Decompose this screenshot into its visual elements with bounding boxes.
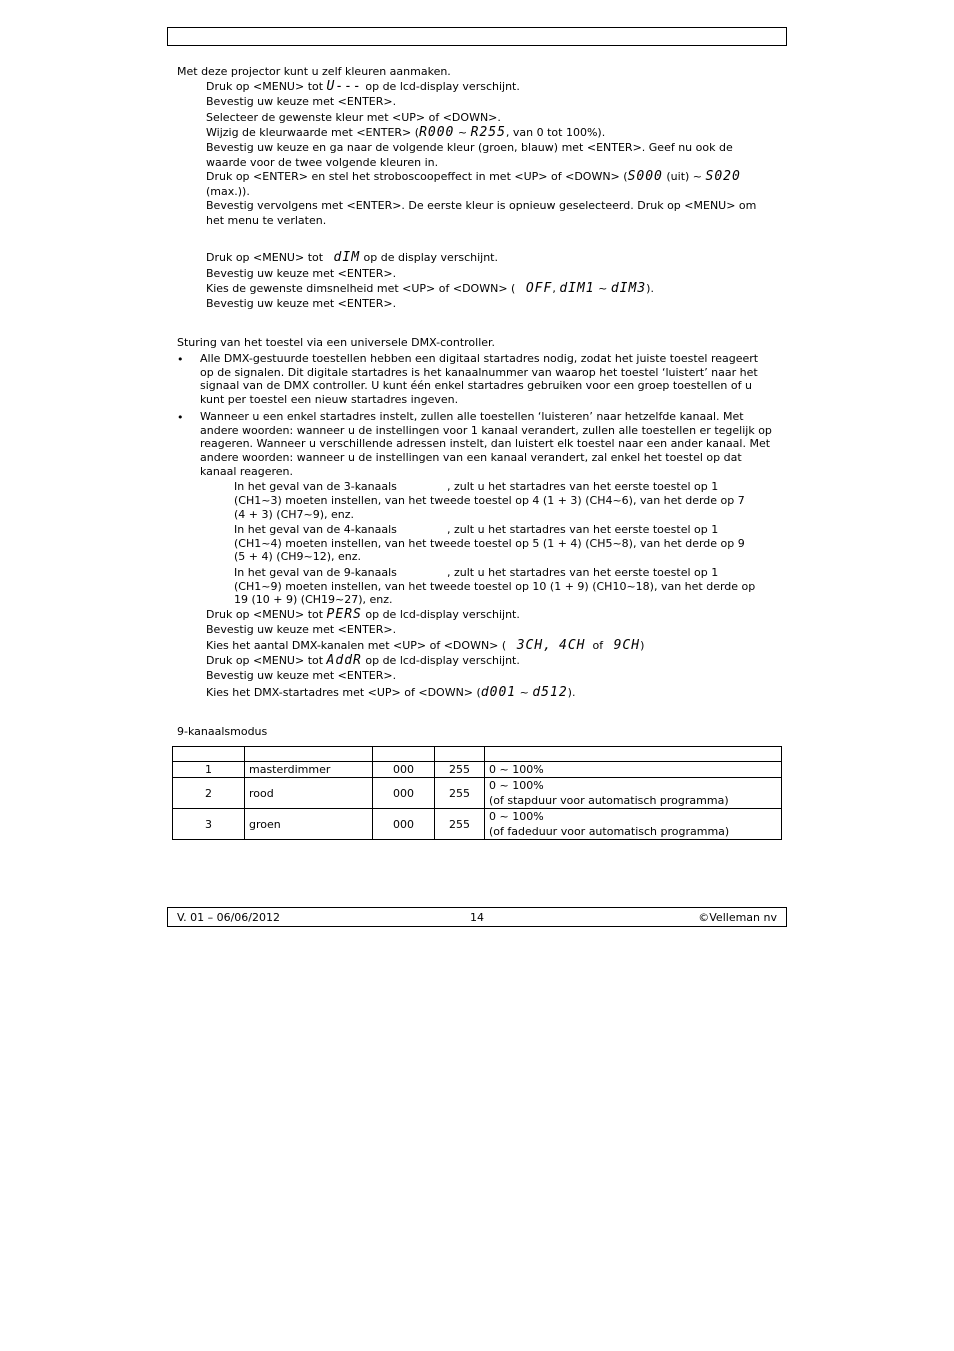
text: of — [592, 639, 604, 652]
dmx-4ch-b: , zult u het startadres van het eerste toestel op 1 — [447, 523, 719, 536]
footer — [167, 907, 787, 927]
bullet-dot: • — [177, 411, 184, 424]
channel-max: 255 — [435, 762, 485, 778]
text: Wijzig de kleurwaarde met <ENTER> ( — [206, 126, 420, 139]
table-title: 9-kanaalsmodus — [177, 725, 268, 738]
text: (uit) ~ — [666, 170, 703, 183]
color-step-3: Selecteer de gewenste kleur met <UP> of <DOWN>. — [206, 111, 501, 124]
text: Kies het DMX-startadres met <UP> of <DOWN> ( — [206, 686, 481, 699]
header-cell — [245, 747, 373, 762]
color-step-7: Bevestig vervolgens met <ENTER>. De eerste kleur is opnieuw geselecteerd. Druk op <MENU> om het menu te verlaten. — [206, 199, 757, 227]
color-step-2: Bevestig uw keuze met <ENTER>. — [206, 95, 397, 108]
text: , — [552, 282, 556, 295]
channel-number: 2 — [173, 778, 245, 809]
lcd-s000: S000 — [627, 169, 663, 184]
lcd-d512: d512 — [532, 685, 568, 700]
desc-line: 0 ~ 100% — [489, 810, 544, 823]
table-header-row — [173, 747, 782, 762]
desc-line: 0 ~ 100% — [489, 763, 544, 776]
text: Druk op <MENU> tot — [206, 80, 324, 93]
color-step-6 — [206, 169, 741, 184]
lcd-s020: S020 — [705, 169, 741, 184]
text: op de lcd-display verschijnt. — [365, 608, 520, 621]
color-step-1 — [206, 79, 520, 94]
channel-max: 255 — [435, 778, 485, 809]
text: , van 0 tot 100%). — [505, 126, 606, 139]
channel-min: 000 — [373, 762, 435, 778]
dmx-4ch-c: (CH1~4) moeten instellen, van het tweede toestel op 5 (1 + 4) (CH5~8), van het derde op 9 — [234, 537, 745, 550]
channel-name: rood — [245, 778, 373, 809]
text: Druk op <MENU> tot — [206, 608, 324, 621]
table-row — [173, 762, 782, 778]
header-cell — [485, 747, 782, 762]
text: Druk op <MENU> tot — [206, 654, 324, 667]
text: ~ — [598, 282, 608, 295]
dmx-9ch-a: In het geval van de 9-kanaals — [234, 566, 397, 579]
text: op de lcd-display verschijnt. — [365, 80, 520, 93]
lcd-r000: R000 — [419, 125, 455, 140]
lcd-u: U--- — [326, 79, 362, 94]
text: Druk op <MENU> tot — [206, 251, 324, 264]
color-step-5: Bevestig uw keuze en ga naar de volgende kleur (groen, blauw) met <ENTER>. Geef nu ook de waarde voor de twee volgende kleuren in. — [206, 141, 733, 169]
channel-min: 000 — [373, 778, 435, 809]
header-cell — [435, 747, 485, 762]
desc-line: (of fadeduur voor automatisch programma) — [489, 825, 730, 838]
channel-table — [172, 746, 782, 840]
dmx-3ch-b: , zult u het startadres van het eerste toestel op 1 — [447, 480, 719, 493]
lcd-3ch: 3CH, — [516, 638, 552, 653]
menu-step-4 — [206, 653, 520, 668]
channel-number: 3 — [173, 809, 245, 840]
text: ). — [567, 686, 576, 699]
channel-desc — [485, 809, 782, 840]
header-box — [167, 27, 787, 46]
lcd-pers: PERS — [326, 607, 362, 622]
channel-desc — [485, 778, 782, 809]
text: op de display verschijnt. — [363, 251, 498, 264]
lcd-r255: R255 — [470, 125, 506, 140]
text: ~ — [519, 686, 529, 699]
table-row — [173, 778, 782, 809]
dim-step-1 — [206, 250, 498, 265]
dmx-9ch-c: (CH1~9) moeten instellen, van het tweede toestel op 10 (1 + 9) (CH10~18), van het derde op — [234, 580, 756, 593]
footer-page-number: 14 — [470, 911, 484, 924]
dmx-bullet-2: Wanneer u een enkel startadres instelt, zullen alle toestellen ‘luisteren’ naar hetzelfde kanaal. Met andere woorden: wanneer u de instellingen voor 1 kanaal verandert, zullen alle toestellen er tegelijk op reageren. Wanneer u verschillende adressen instelt, dan luistert elk toestel naar een ander kanaal. Met andere woorden: wanneer u de instellingen van een kanaal verandert, zal enkel het toestel op dat kanaal reageren. — [200, 410, 772, 478]
menu-step-2: Bevestig uw keuze met <ENTER>. — [206, 623, 397, 636]
color-step-6b: (max.)). — [206, 185, 250, 198]
dim-step-3 — [206, 281, 654, 296]
channel-number: 1 — [173, 762, 245, 778]
text: ~ — [457, 126, 468, 139]
lcd-addr: AddR — [326, 653, 362, 668]
channel-min: 000 — [373, 809, 435, 840]
lcd-dim3: dIM3 — [610, 281, 647, 296]
lcd-d001: d001 — [480, 685, 517, 700]
text: ). — [646, 282, 654, 295]
text: Kies het aantal DMX-kanalen met <UP> of <DOWN> ( — [206, 639, 507, 652]
intro-text: Met deze projector kunt u zelf kleuren aanmaken. — [177, 65, 451, 78]
dmx-4ch-a: In het geval van de 4-kanaals — [234, 523, 397, 536]
header-cell — [373, 747, 435, 762]
lcd-dim1: dIM1 — [559, 281, 595, 296]
channel-name: masterdimmer — [245, 762, 373, 778]
lcd-4ch: 4CH — [559, 638, 586, 653]
menu-step-5: Bevestig uw keuze met <ENTER>. — [206, 669, 397, 682]
channel-desc — [485, 762, 782, 778]
dmx-3ch-a: In het geval van de 3-kanaals — [234, 480, 397, 493]
footer-version: V. 01 – 06/06/2012 — [177, 911, 280, 924]
color-step-4 — [206, 125, 605, 140]
text: Druk op <ENTER> en stel het stroboscoopeffect in met <UP> of <DOWN> ( — [206, 170, 628, 183]
menu-step-6 — [206, 685, 575, 700]
dmx-9ch-b: , zult u het startadres van het eerste toestel op 1 — [447, 566, 719, 579]
channel-name: groen — [245, 809, 373, 840]
lcd-9ch: 9CH — [613, 638, 641, 653]
dmx-3ch-d: (4 + 3) (CH7~9), enz. — [234, 508, 355, 521]
channel-max: 255 — [435, 809, 485, 840]
menu-step-3 — [206, 638, 644, 653]
table-row — [173, 809, 782, 840]
text: ) — [640, 639, 645, 652]
dmx-intro: Sturing van het toestel via een universele DMX-controller. — [177, 336, 496, 349]
dmx-9ch-d: 19 (10 + 9) (CH19~27), enz. — [234, 593, 393, 606]
text: op de lcd-display verschijnt. — [365, 654, 520, 667]
header-cell — [173, 747, 245, 762]
menu-step-1 — [206, 607, 520, 622]
desc-line: (of stapduur voor automatisch programma) — [489, 794, 729, 807]
lcd-dim: dIM — [333, 250, 361, 265]
footer-copyright: ©Velleman nv — [698, 911, 777, 924]
dim-step-4: Bevestig uw keuze met <ENTER>. — [206, 297, 397, 310]
dmx-3ch-c: (CH1~3) moeten instellen, van het tweede toestel op 4 (1 + 3) (CH4~6), van het derde op 7 — [234, 494, 745, 507]
dmx-bullet-1: Alle DMX-gestuurde toestellen hebben een digitaal startadres nodig, zodat het juiste toestel reageert op de signalen. Dit digitale startadres is het kanaalnummer van waarop het toestel ‘luistert’ naar het signaal van de DMX controller. U kunt één enkel startadres gebruiken voor een groep toestellen of u kunt per toestel een nieuw startadres ingeven. — [200, 352, 759, 407]
lcd-off: OFF — [525, 281, 553, 296]
dmx-4ch-d: (5 + 4) (CH9~12), enz. — [234, 550, 362, 563]
dim-step-2: Bevestig uw keuze met <ENTER>. — [206, 267, 397, 280]
bullet-dot: • — [177, 353, 184, 366]
text: Kies de gewenste dimsnelheid met <UP> of <DOWN> ( — [206, 282, 516, 295]
desc-line: 0 ~ 100% — [489, 779, 544, 792]
